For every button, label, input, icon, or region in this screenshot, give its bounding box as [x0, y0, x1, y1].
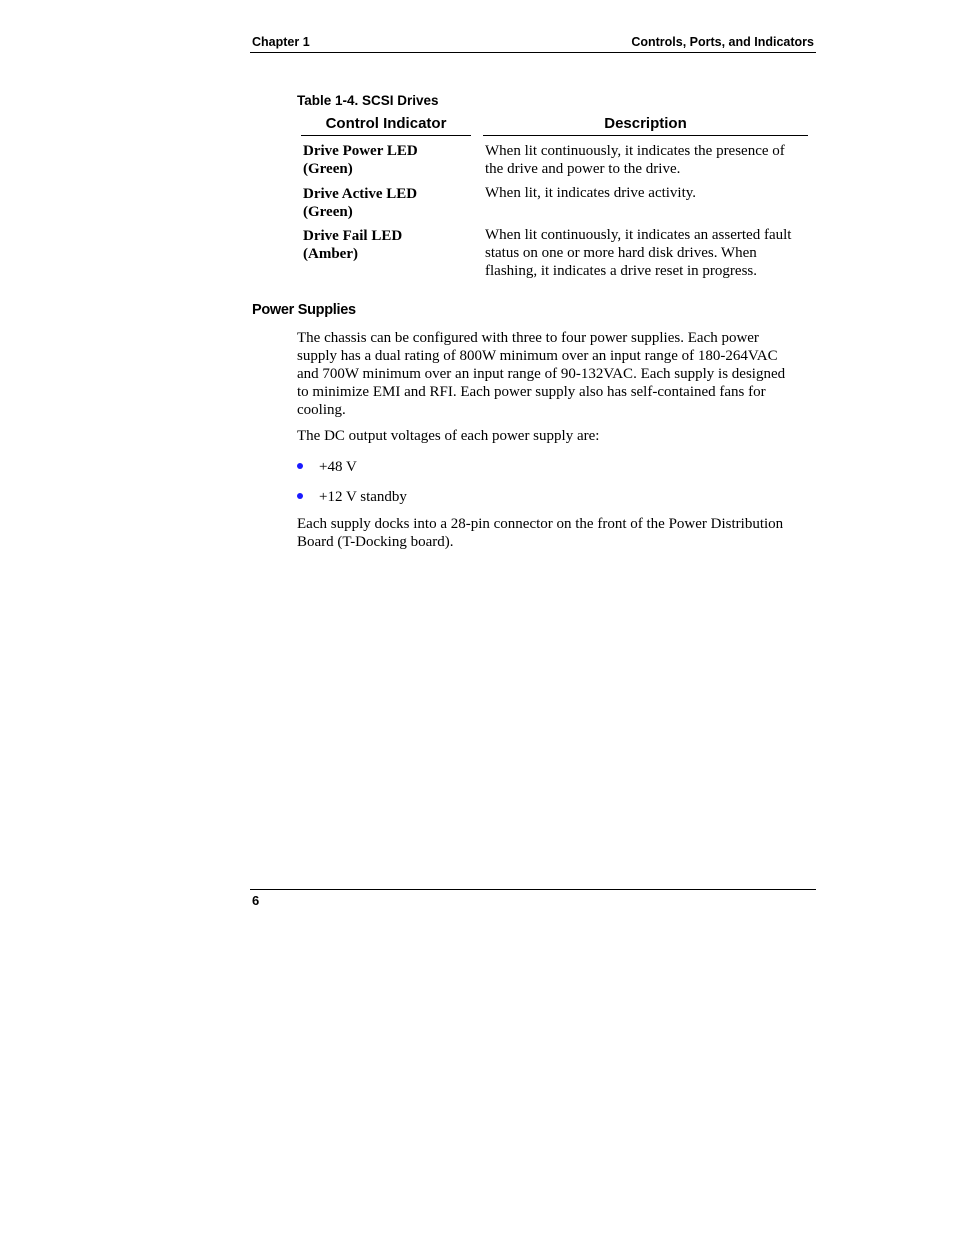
paragraph-chassis-config — [297, 329, 817, 419]
indicator-line: (Amber) — [303, 246, 358, 262]
table-cell-indicator — [303, 142, 473, 178]
running-header — [250, 34, 816, 53]
section-label: Controls, Ports, and Indicators — [631, 35, 814, 49]
description-line: When lit, it indicates drive activity. — [485, 185, 697, 201]
indicator-line: (Green) — [303, 161, 353, 177]
indicator-line: (Green) — [303, 204, 353, 220]
description-line: When lit continuously, it indicates an asserted fault — [485, 227, 792, 243]
table-cell-description — [485, 226, 810, 280]
indicator-line: Drive Active LED — [303, 186, 418, 202]
paragraph-line: Board (T-Docking board). — [297, 534, 454, 550]
paragraph-dc-output: The DC output voltages of each power supply are: — [297, 428, 600, 444]
section-heading: Power Supplies — [252, 302, 356, 318]
table-cell-description — [485, 184, 810, 202]
table-cell-indicator — [303, 185, 473, 221]
paragraph-line: and 700W minimum over an input range of 90-132VAC. Each supply is designed — [297, 366, 786, 382]
page-footer — [250, 889, 816, 910]
description-line: When lit continuously, it indicates the presence of — [485, 143, 785, 159]
list-item-text: +48 V — [319, 459, 357, 475]
page-number: 6 — [252, 893, 260, 908]
paragraph-line: cooling. — [297, 402, 346, 418]
paragraph-docking — [297, 515, 817, 551]
chapter-label: Chapter 1 — [252, 35, 310, 49]
indicator-line: Drive Fail LED — [303, 228, 403, 244]
column-header-description: Description — [483, 115, 808, 136]
description-line: the drive and power to the drive. — [485, 161, 681, 177]
description-line: status on one or more hard disk drives. When — [485, 245, 757, 261]
table-caption: Table 1-4. SCSI Drives — [297, 93, 439, 108]
column-header-control-indicator: Control Indicator — [301, 115, 471, 136]
paragraph-line: supply has a dual rating of 800W minimum over an input range of 180-264VAC — [297, 348, 778, 364]
table-cell-indicator — [303, 227, 473, 263]
description-line: flashing, it indicates a drive reset in progress. — [485, 263, 758, 279]
bullet-icon — [297, 463, 303, 469]
bullet-icon — [297, 493, 303, 499]
paragraph-line: Each supply docks into a 28-pin connector on the front of the Power Distribution — [297, 516, 784, 532]
indicator-line: Drive Power LED — [303, 143, 418, 159]
paragraph-line: The chassis can be configured with three to four power supplies. Each power — [297, 330, 759, 346]
paragraph-line: to minimize EMI and RFI. Each power supply also has self-contained fans for — [297, 384, 766, 400]
table-cell-description — [485, 142, 810, 178]
list-item-text: +12 V standby — [319, 489, 407, 505]
